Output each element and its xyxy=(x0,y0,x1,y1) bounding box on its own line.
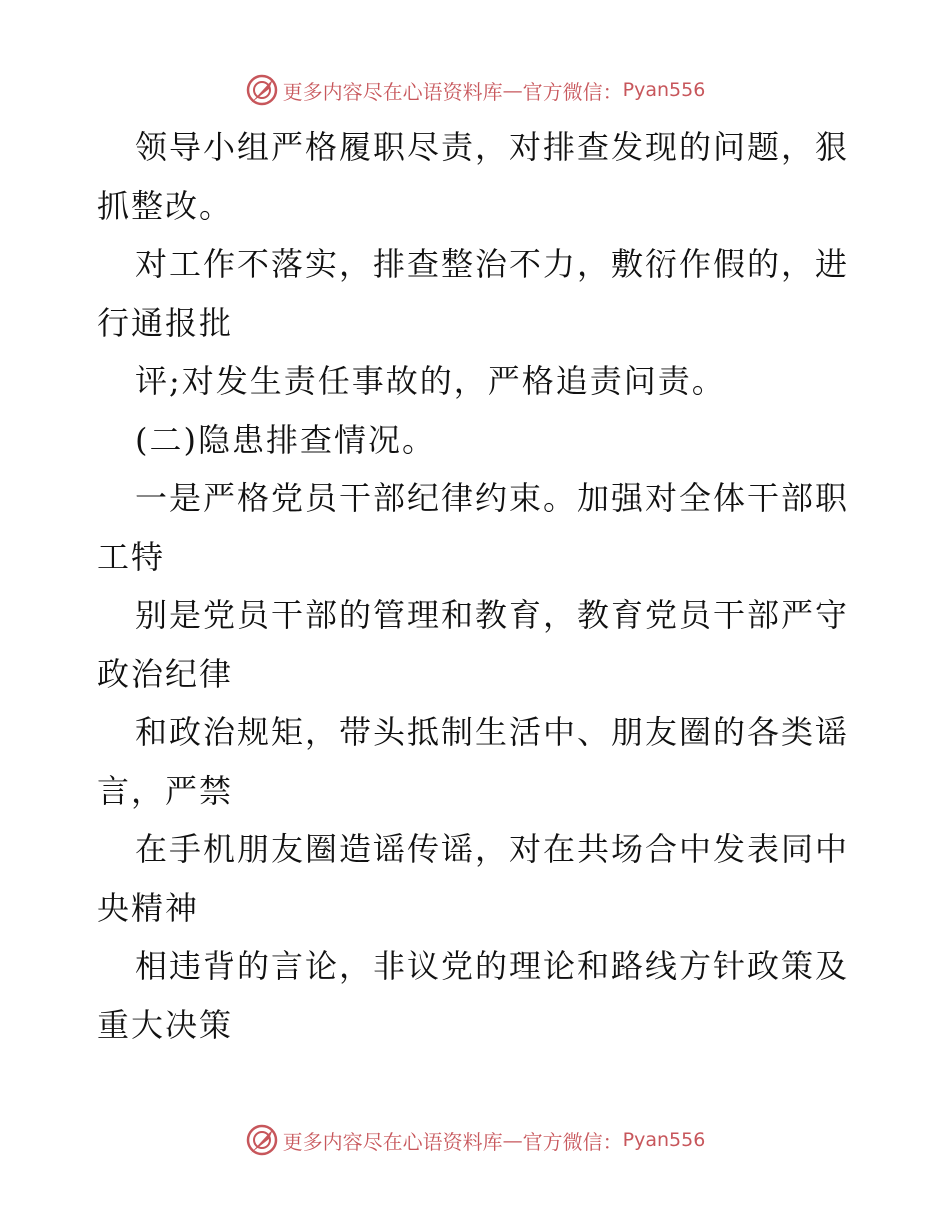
header-watermark xyxy=(0,70,950,110)
watermark-wechat-label: 官方微信： xyxy=(522,1129,623,1154)
section-heading: (二)隐患排查情况。 xyxy=(135,420,436,459)
text-line: 和政治规矩，带头抵制生活中、朋友圈的各类谣 xyxy=(135,713,850,751)
text-line: 央精神 xyxy=(97,888,200,927)
quill-logo-icon xyxy=(245,1123,279,1157)
watermark-title: 更多内容尽在心语资料库 xyxy=(282,1129,503,1154)
watermark-wechat-id: Pyan556 xyxy=(622,1129,706,1151)
text-line: 一是严格党员干部纪律约束。加强对全体干部职 xyxy=(135,479,850,517)
text-line: 行通报批 xyxy=(97,303,234,342)
text-line: 工特 xyxy=(97,537,166,576)
text-line: 政治纪律 xyxy=(97,654,234,693)
text-line: 抓整改。 xyxy=(97,186,234,225)
footer-watermark xyxy=(0,1120,950,1160)
document-body xyxy=(97,118,857,1054)
text-line: 在手机朋友圈造谣传谣，对在共场合中发表同中 xyxy=(135,830,850,868)
watermark-wechat-id: Pyan556 xyxy=(622,79,706,101)
text-line: 相违背的言论，非议党的理论和路线方针政策及 xyxy=(135,947,850,985)
quill-logo-icon xyxy=(245,73,279,107)
text-line: 评;对发生责任事故的，严格追责问责。 xyxy=(135,362,726,400)
text-line: 言，严禁 xyxy=(97,771,234,810)
watermark-wechat-label: 官方微信： xyxy=(522,79,623,104)
watermark-title: 更多内容尽在心语资料库 xyxy=(282,79,503,104)
text-line: 对工作不落实，排查整治不力，敷衍作假的，进 xyxy=(135,245,850,283)
watermark-separator: — xyxy=(502,78,523,102)
text-line: 领导小组严格履职尽责，对排查发现的问题，狠 xyxy=(135,128,850,166)
watermark-separator: — xyxy=(502,1128,523,1152)
text-line: 重大决策 xyxy=(97,1005,234,1044)
text-line: 别是党员干部的管理和教育，教育党员干部严守 xyxy=(135,596,850,634)
